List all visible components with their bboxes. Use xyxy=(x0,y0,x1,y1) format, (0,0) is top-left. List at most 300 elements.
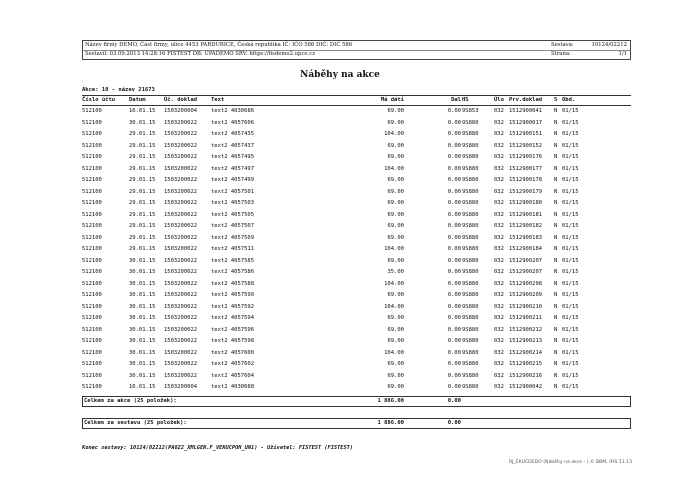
cell-account: 512100 xyxy=(82,292,102,298)
cell-debit: 69.00 xyxy=(387,188,404,195)
cell-text: text2 4057590 xyxy=(211,292,255,298)
cell-debit: 104.00 xyxy=(384,303,404,310)
cell-first-doc: 1512900184 xyxy=(509,246,543,252)
cell-first-doc: 1512900177 xyxy=(509,165,543,172)
cell-hs: 9S880 xyxy=(462,372,479,379)
cell-period: 01/15 xyxy=(562,315,579,321)
cell-ulo: 032 xyxy=(494,384,504,390)
cell-debit: 69.00 xyxy=(387,177,404,183)
table-row xyxy=(82,291,631,300)
cell-credit: 0.00 xyxy=(447,108,461,114)
cell-hs: 9S880 xyxy=(462,292,479,298)
cell-debit: 35.00 xyxy=(387,269,404,275)
cell-debit: 69.00 xyxy=(387,108,404,114)
cell-hs: 9S880 xyxy=(462,188,479,195)
cell-account: 512100 xyxy=(82,384,102,390)
cell-credit: 0.00 xyxy=(447,315,461,321)
cell-hs: 9S880 xyxy=(462,280,479,287)
cell-date: 30.01.15 xyxy=(129,303,156,310)
cell-period: 01/15 xyxy=(562,154,579,160)
cell-text: text2 4057497 xyxy=(211,165,255,172)
col-hs: HS xyxy=(462,97,469,103)
cell-ulo: 032 xyxy=(494,338,504,344)
cell-hs: 9S880 xyxy=(462,361,479,367)
cell-hs: 9S880 xyxy=(462,200,479,206)
cell-credit: 0.00 xyxy=(447,326,461,333)
cell-doc: 1503200022 xyxy=(164,338,198,344)
cell-s: N xyxy=(554,223,558,229)
cell-ulo: 032 xyxy=(494,223,504,229)
cell-first-doc: 1512900042 xyxy=(509,384,543,390)
cell-hs: 9S853 xyxy=(462,108,479,114)
cell-period: 01/15 xyxy=(562,223,579,229)
cell-date: 29.01.15 xyxy=(129,154,156,160)
cell-doc: 1503200022 xyxy=(164,211,198,218)
cell-doc: 1503200022 xyxy=(164,177,198,183)
total-debit: 1 886.00 xyxy=(377,420,404,426)
table-row xyxy=(82,245,631,254)
cell-credit: 0.00 xyxy=(447,119,461,126)
col-date: Datum xyxy=(129,97,146,103)
table-row xyxy=(82,165,631,174)
table-row xyxy=(82,314,631,323)
cell-first-doc: 1512900208 xyxy=(509,280,543,287)
cell-account: 512100 xyxy=(82,108,102,114)
cell-ulo: 032 xyxy=(494,280,504,287)
subtotal-label: Celkem za akce (25 položek): xyxy=(84,398,177,404)
cell-period: 01/15 xyxy=(562,361,579,367)
cell-s: N xyxy=(554,257,558,264)
cell-period: 01/15 xyxy=(562,303,579,310)
cell-account: 512100 xyxy=(82,200,102,206)
cell-text: text2 4030688 xyxy=(211,384,255,390)
cell-credit: 0.00 xyxy=(447,303,461,310)
cell-s: N xyxy=(554,280,558,287)
table-row xyxy=(82,234,631,243)
cell-date: 29.01.15 xyxy=(129,165,156,172)
cell-ulo: 032 xyxy=(494,234,504,241)
cell-account: 512100 xyxy=(82,280,102,287)
cell-date: 29.01.15 xyxy=(129,188,156,195)
cell-s: N xyxy=(554,177,558,183)
cell-s: N xyxy=(554,165,558,172)
table-row xyxy=(82,188,631,197)
cell-account: 512100 xyxy=(82,119,102,126)
cell-first-doc: 1512900152 xyxy=(509,142,543,149)
cell-s: N xyxy=(554,349,558,356)
cell-text: text2 4057503 xyxy=(211,200,255,206)
cell-s: N xyxy=(554,303,558,310)
group-label: Akce: 10 - název 21673 xyxy=(82,87,155,93)
cell-hs: 9S880 xyxy=(462,269,479,275)
cell-s: N xyxy=(554,234,558,241)
cell-account: 512100 xyxy=(82,234,102,241)
cell-ulo: 032 xyxy=(494,131,504,137)
header-report-value: 10124/02212 xyxy=(591,42,627,48)
cell-s: N xyxy=(554,188,558,195)
cell-doc: 1503200022 xyxy=(164,303,198,310)
cell-account: 512100 xyxy=(82,177,102,183)
cell-credit: 0.00 xyxy=(447,257,461,264)
cell-text: text2 4057437 xyxy=(211,142,255,149)
cell-first-doc: 1512900017 xyxy=(509,119,543,126)
cell-debit: 69.00 xyxy=(387,292,404,298)
cell-date: 30.01.15 xyxy=(129,361,156,367)
cell-doc: 1503200022 xyxy=(164,257,198,264)
cell-ulo: 032 xyxy=(494,372,504,379)
cell-date: 30.01.15 xyxy=(129,269,156,275)
cell-s: N xyxy=(554,119,558,126)
cell-period: 01/15 xyxy=(562,372,579,379)
table-row xyxy=(82,130,631,139)
cell-period: 01/15 xyxy=(562,119,579,126)
cell-s: N xyxy=(554,372,558,379)
cell-credit: 0.00 xyxy=(447,361,461,367)
cell-s: N xyxy=(554,142,558,149)
cell-ulo: 032 xyxy=(494,142,504,149)
cell-debit: 69.00 xyxy=(387,223,404,229)
cell-debit: 69.00 xyxy=(387,372,404,379)
table-row xyxy=(82,337,631,346)
cell-account: 512100 xyxy=(82,326,102,333)
col-credit: Dal xyxy=(451,97,461,103)
cell-text: text2 4057507 xyxy=(211,223,255,229)
cell-debit: 104.00 xyxy=(384,349,404,356)
cell-text: text2 4030686 xyxy=(211,108,255,114)
cell-first-doc: 1512900211 xyxy=(509,315,543,321)
page-footer: RJ_EKUCDEDO (Náběhy na akce - ) © BBM, iFIS 11.13 xyxy=(508,460,632,465)
cell-credit: 0.00 xyxy=(447,349,461,356)
cell-debit: 69.00 xyxy=(387,234,404,241)
cell-text: text2 4057596 xyxy=(211,326,255,333)
cell-hs: 9S880 xyxy=(462,315,479,321)
total-row xyxy=(82,419,631,428)
cell-first-doc: 1512900183 xyxy=(509,234,543,241)
cell-date: 30.01.15 xyxy=(129,315,156,321)
cell-doc: 1503200022 xyxy=(164,154,198,160)
cell-s: N xyxy=(554,131,558,137)
cell-hs: 9S880 xyxy=(462,384,479,390)
cell-doc: 1503200022 xyxy=(164,131,198,137)
cell-text: text2 4057501 xyxy=(211,188,255,195)
cell-account: 512100 xyxy=(82,154,102,160)
cell-doc: 1503200022 xyxy=(164,119,198,126)
cell-s: N xyxy=(554,326,558,333)
cell-debit: 69.00 xyxy=(387,384,404,390)
cell-account: 512100 xyxy=(82,257,102,264)
cell-doc: 1503200004 xyxy=(164,384,198,390)
cell-debit: 69.00 xyxy=(387,338,404,344)
cell-doc: 1503200022 xyxy=(164,326,198,333)
col-first-doc: Prv.doklad xyxy=(509,97,543,103)
cell-text: text2 4057588 xyxy=(211,280,255,287)
table-header xyxy=(82,96,631,105)
cell-text: text2 4057509 xyxy=(211,234,255,241)
table-row xyxy=(82,222,631,231)
cell-first-doc: 1512900181 xyxy=(509,211,543,218)
cell-credit: 0.00 xyxy=(447,165,461,172)
table-row xyxy=(82,303,631,312)
cell-credit: 0.00 xyxy=(447,131,461,137)
cell-debit: 104.00 xyxy=(384,246,404,252)
table-row xyxy=(82,383,631,392)
cell-first-doc: 1512900213 xyxy=(509,338,543,344)
cell-account: 512100 xyxy=(82,246,102,252)
cell-first-doc: 1512900207 xyxy=(509,257,543,264)
cell-hs: 9S880 xyxy=(462,246,479,252)
cell-ulo: 032 xyxy=(494,108,504,114)
cell-ulo: 032 xyxy=(494,361,504,367)
cell-first-doc: 1512900041 xyxy=(509,108,543,114)
table-row xyxy=(82,107,631,116)
cell-date: 16.01.15 xyxy=(129,384,156,390)
cell-s: N xyxy=(554,315,558,321)
table-row xyxy=(82,176,631,185)
header-company-line: Název firmy DEMO, Část firmy, ulice 4453 PARDUBICE, Česká republika IČ: IČO 586 DIČ: DIČ 586 xyxy=(85,42,353,48)
col-period: Obd. xyxy=(562,97,576,103)
col-s: S xyxy=(554,97,558,103)
table-row xyxy=(82,280,631,289)
cell-period: 01/15 xyxy=(562,165,579,172)
cell-hs: 9S880 xyxy=(462,131,479,137)
cell-first-doc: 1512900207 xyxy=(509,269,543,275)
cell-hs: 9S880 xyxy=(462,303,479,310)
cell-date: 29.01.15 xyxy=(129,177,156,183)
cell-period: 01/15 xyxy=(562,142,579,149)
cell-period: 01/15 xyxy=(562,292,579,298)
cell-date: 30.01.15 xyxy=(129,280,156,287)
cell-s: N xyxy=(554,292,558,298)
cell-text: text2 4057511 xyxy=(211,246,255,252)
cell-date: 30.01.15 xyxy=(129,257,156,264)
cell-text: text2 4057606 xyxy=(211,119,255,126)
cell-date: 29.01.15 xyxy=(129,200,156,206)
cell-ulo: 032 xyxy=(494,246,504,252)
header-author-line: Sestavil: 03.09.2013 14:28:16 FISTEST DB: UPADEMO SRV: https://fisdemo2.upce.cz xyxy=(85,51,315,57)
cell-first-doc: 1512900182 xyxy=(509,223,543,229)
cell-period: 01/15 xyxy=(562,349,579,356)
cell-ulo: 032 xyxy=(494,315,504,321)
cell-period: 01/15 xyxy=(562,280,579,287)
cell-doc: 1503200022 xyxy=(164,349,198,356)
table-row xyxy=(82,211,631,220)
cell-credit: 0.00 xyxy=(447,246,461,252)
cell-doc: 1503200022 xyxy=(164,372,198,379)
cell-doc: 1503200022 xyxy=(164,361,198,367)
cell-date: 30.01.15 xyxy=(129,338,156,344)
cell-doc: 1503200022 xyxy=(164,188,198,195)
cell-doc: 1503200004 xyxy=(164,108,198,114)
cell-credit: 0.00 xyxy=(447,223,461,229)
cell-hs: 9S880 xyxy=(462,177,479,183)
cell-text: text2 4057602 xyxy=(211,361,255,367)
cell-text: text2 4057594 xyxy=(211,315,255,321)
cell-first-doc: 1512900180 xyxy=(509,200,543,206)
cell-first-doc: 1512900210 xyxy=(509,303,543,310)
cell-first-doc: 1512900209 xyxy=(509,292,543,298)
cell-period: 01/15 xyxy=(562,326,579,333)
cell-ulo: 032 xyxy=(494,177,504,183)
cell-first-doc: 1512900214 xyxy=(509,349,543,356)
cell-credit: 0.00 xyxy=(447,177,461,183)
end-note: Konec sestavy: 10124/02212(PA022_XMLGEN.F_VEKUCPOH_UN1) - Uživatel: FISTEST (FISTEST) xyxy=(82,445,354,451)
cell-doc: 1503200022 xyxy=(164,234,198,241)
cell-credit: 0.00 xyxy=(447,142,461,149)
cell-s: N xyxy=(554,269,558,275)
header-report-label: Sestava: xyxy=(551,42,574,48)
cell-debit: 69.00 xyxy=(387,211,404,218)
cell-credit: 0.00 xyxy=(447,372,461,379)
cell-doc: 1503200022 xyxy=(164,315,198,321)
subtotal-debit: 1 886.00 xyxy=(377,398,404,404)
cell-ulo: 032 xyxy=(494,303,504,310)
header-page-label: Strana: xyxy=(551,51,571,57)
cell-account: 512100 xyxy=(82,361,102,367)
cell-ulo: 032 xyxy=(494,119,504,126)
cell-hs: 9S880 xyxy=(462,326,479,333)
cell-s: N xyxy=(554,200,558,206)
table-row xyxy=(82,326,631,335)
cell-s: N xyxy=(554,361,558,367)
cell-debit: 69.00 xyxy=(387,119,404,126)
cell-hs: 9S880 xyxy=(462,349,479,356)
cell-text: text2 4057586 xyxy=(211,269,255,275)
cell-s: N xyxy=(554,108,558,114)
cell-ulo: 032 xyxy=(494,292,504,298)
table-row xyxy=(82,372,631,381)
report-header xyxy=(82,40,631,60)
cell-first-doc: 1512900212 xyxy=(509,326,543,333)
cell-doc: 1503200022 xyxy=(164,246,198,252)
cell-hs: 9S880 xyxy=(462,165,479,172)
page-title: Náběhy na akce xyxy=(300,70,380,80)
table-row xyxy=(82,153,631,162)
cell-hs: 9S880 xyxy=(462,142,479,149)
cell-credit: 0.00 xyxy=(447,154,461,160)
cell-text: text2 4057435 xyxy=(211,131,255,137)
cell-period: 01/15 xyxy=(562,338,579,344)
table-row xyxy=(82,360,631,369)
cell-debit: 69.00 xyxy=(387,142,404,149)
cell-date: 16.01.15 xyxy=(129,108,156,114)
cell-hs: 9S880 xyxy=(462,154,479,160)
header-page-value: 1/1 xyxy=(618,51,627,57)
subtotal-credit: 0.00 xyxy=(447,398,461,404)
cell-account: 512100 xyxy=(82,349,102,356)
cell-date: 29.01.15 xyxy=(129,211,156,218)
cell-credit: 0.00 xyxy=(447,338,461,344)
cell-credit: 0.00 xyxy=(447,234,461,241)
cell-text: text2 4057499 xyxy=(211,177,255,183)
cell-first-doc: 1512900176 xyxy=(509,154,543,160)
cell-hs: 9S880 xyxy=(462,234,479,241)
cell-date: 29.01.15 xyxy=(129,142,156,149)
cell-account: 512100 xyxy=(82,165,102,172)
table-row xyxy=(82,119,631,128)
cell-doc: 1503200022 xyxy=(164,200,198,206)
total-credit: 0.00 xyxy=(447,420,461,426)
col-debit: Má dáti xyxy=(380,97,404,103)
cell-s: N xyxy=(554,246,558,252)
cell-period: 01/15 xyxy=(562,269,579,275)
cell-ulo: 032 xyxy=(494,200,504,206)
cell-first-doc: 1512900179 xyxy=(509,188,543,195)
cell-credit: 0.00 xyxy=(447,200,461,206)
cell-text: text2 4057495 xyxy=(211,154,255,160)
cell-s: N xyxy=(554,211,558,218)
cell-doc: 1503200022 xyxy=(164,223,198,229)
cell-doc: 1503200022 xyxy=(164,292,198,298)
cell-text: text2 4057600 xyxy=(211,349,255,356)
cell-period: 01/15 xyxy=(562,177,579,183)
cell-debit: 104.00 xyxy=(384,131,404,137)
cell-credit: 0.00 xyxy=(447,280,461,287)
cell-s: N xyxy=(554,154,558,160)
cell-period: 01/15 xyxy=(562,188,579,195)
cell-doc: 1503200022 xyxy=(164,269,198,275)
cell-debit: 69.00 xyxy=(387,361,404,367)
cell-hs: 9S880 xyxy=(462,211,479,218)
cell-text: text2 4057592 xyxy=(211,303,255,310)
cell-credit: 0.00 xyxy=(447,384,461,390)
cell-debit: 104.00 xyxy=(384,280,404,287)
cell-account: 512100 xyxy=(82,131,102,137)
col-text: Text xyxy=(211,97,225,103)
cell-account: 512100 xyxy=(82,223,102,229)
cell-debit: 104.00 xyxy=(384,165,404,172)
cell-account: 512100 xyxy=(82,303,102,310)
table-row xyxy=(82,257,631,266)
cell-date: 30.01.15 xyxy=(129,119,156,126)
cell-s: N xyxy=(554,338,558,344)
cell-hs: 9S880 xyxy=(462,119,479,126)
cell-credit: 0.00 xyxy=(447,188,461,195)
cell-period: 01/15 xyxy=(562,108,579,114)
cell-doc: 1503200022 xyxy=(164,142,198,149)
cell-date: 30.01.15 xyxy=(129,349,156,356)
cell-first-doc: 1512900178 xyxy=(509,177,543,183)
cell-debit: 69.00 xyxy=(387,154,404,160)
cell-period: 01/15 xyxy=(562,257,579,264)
cell-s: N xyxy=(554,384,558,390)
cell-debit: 69.00 xyxy=(387,200,404,206)
table-row xyxy=(82,268,631,277)
table-header-rule xyxy=(82,105,631,106)
cell-account: 512100 xyxy=(82,188,102,195)
cell-period: 01/15 xyxy=(562,234,579,241)
cell-period: 01/15 xyxy=(562,384,579,390)
col-doc: Úč. doklad xyxy=(164,97,198,103)
cell-text: text2 4057598 xyxy=(211,338,255,344)
table-row xyxy=(82,349,631,358)
cell-debit: 69.00 xyxy=(387,326,404,333)
cell-ulo: 032 xyxy=(494,257,504,264)
cell-date: 30.01.15 xyxy=(129,372,156,379)
cell-hs: 9S880 xyxy=(462,257,479,264)
cell-date: 30.01.15 xyxy=(129,292,156,298)
cell-date: 29.01.15 xyxy=(129,246,156,252)
cell-text: text2 4057585 xyxy=(211,257,255,264)
cell-credit: 0.00 xyxy=(447,269,461,275)
cell-ulo: 032 xyxy=(494,211,504,218)
cell-ulo: 032 xyxy=(494,349,504,356)
cell-first-doc: 1512900215 xyxy=(509,361,543,367)
cell-doc: 1503200022 xyxy=(164,165,198,172)
table-row xyxy=(82,142,631,151)
cell-account: 512100 xyxy=(82,211,102,218)
col-account: Číslo účtu xyxy=(82,97,116,103)
cell-date: 29.01.15 xyxy=(129,131,156,137)
